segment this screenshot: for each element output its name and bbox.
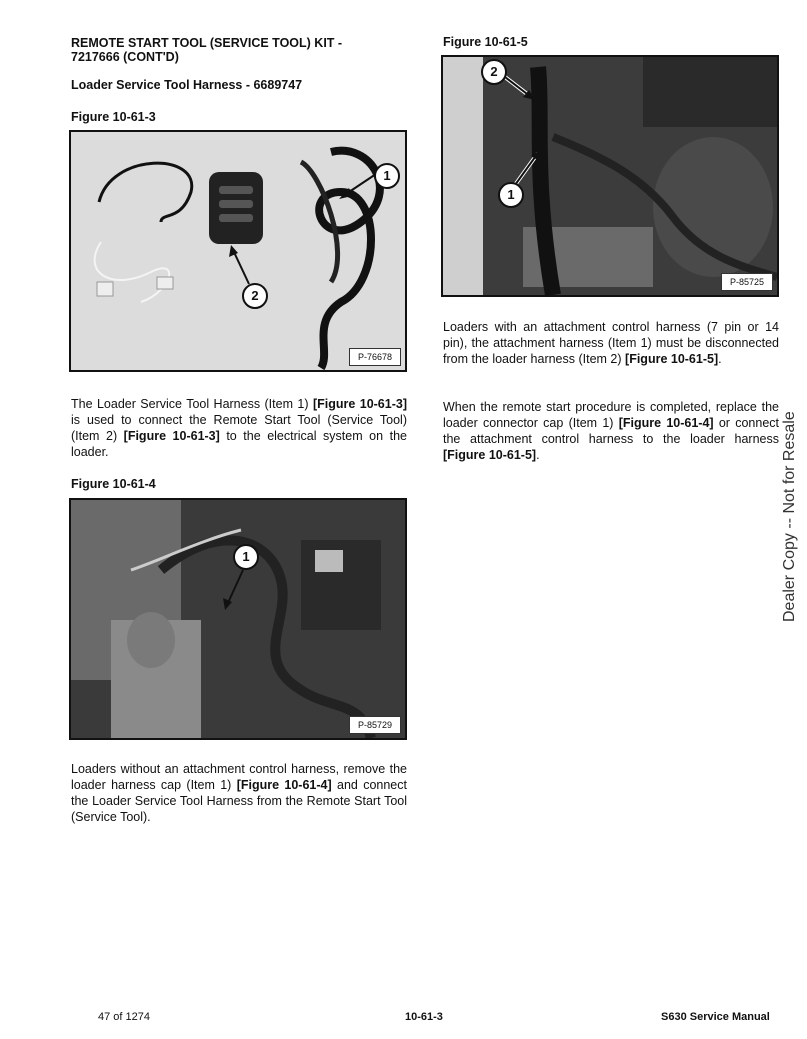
footer-manual-title: S630 Service Manual [661,1011,770,1023]
figure-5-label: Figure 10-61-5 [443,35,528,49]
callout-1: 1 [374,163,400,189]
para1-text-1: The Loader Service Tool Harness (Item 1) [71,397,313,411]
figure-4-illustration [71,500,405,738]
figure-4-code: P-85729 [349,716,401,734]
figure-5-code: P-85725 [721,273,773,291]
figure-4-photo [69,498,407,740]
callout-1: 1 [498,182,524,208]
para4-text-1: When the remote start procedure is completed, replace the loader connector cap (Item 1) [443,400,779,430]
para1-ref-1: [Figure 10-61-3] [312,397,407,411]
para2-text-2: and connect the Loader Service Tool Harness from the Remote Start Tool (Service Tool). [71,778,407,824]
figure-3-illustration [71,132,405,370]
watermark: Dealer Copy -- Not for Resale [781,411,798,622]
figure-3-code: P-76678 [349,348,401,366]
figure-5-illustration [443,57,777,295]
para1-ref-2: [Figure 10-61-3] [123,429,220,443]
section-title: REMOTE START TOOL (SERVICE TOOL) KIT - 7217666 (CONT'D) [71,36,343,64]
footer-page-count: 47 of 1274 [98,1011,150,1023]
paragraph-3 [443,319,779,367]
para3-text-2: . [718,352,722,366]
figure-3-photo [69,130,407,372]
para4-ref-2: [Figure 10-61-5] [443,448,537,462]
paragraph-4 [443,399,779,463]
para3-text-1: Loaders with an attachment control harness (7 pin or 14 pin), the attachment harness (Item 1) must be disconnected from the loader harness (Item 2) [443,320,779,366]
figure-3-label: Figure 10-61-3 [71,110,156,124]
para4-ref-1: [Figure 10-61-4] [618,416,714,430]
para4-text-2: or connect the attachment control harness to the loader harness [443,416,779,446]
figure-5-photo [441,55,779,297]
para2-text-1: Loaders without an attachment control harness, remove the loader harness cap (Item 1) [71,762,407,792]
para2-ref-1: [Figure 10-61-4] [236,778,332,792]
callout-2: 2 [481,59,507,85]
para4-text-3: . [536,448,540,462]
section-subtitle: Loader Service Tool Harness - 6689747 [71,78,303,92]
para1-text-3: to the electrical system on the loader. [71,429,407,459]
figure-4-label: Figure 10-61-4 [71,477,156,491]
footer-page-number: 10-61-3 [405,1011,443,1023]
callout-1: 1 [233,544,259,570]
callout-2: 2 [242,283,268,309]
para1-text-2: is used to connect the Remote Start Tool (Service Tool) (Item 2) [71,413,407,443]
paragraph-1 [71,396,407,460]
para3-ref-1: [Figure 10-61-5] [625,352,719,366]
paragraph-2 [71,761,407,825]
